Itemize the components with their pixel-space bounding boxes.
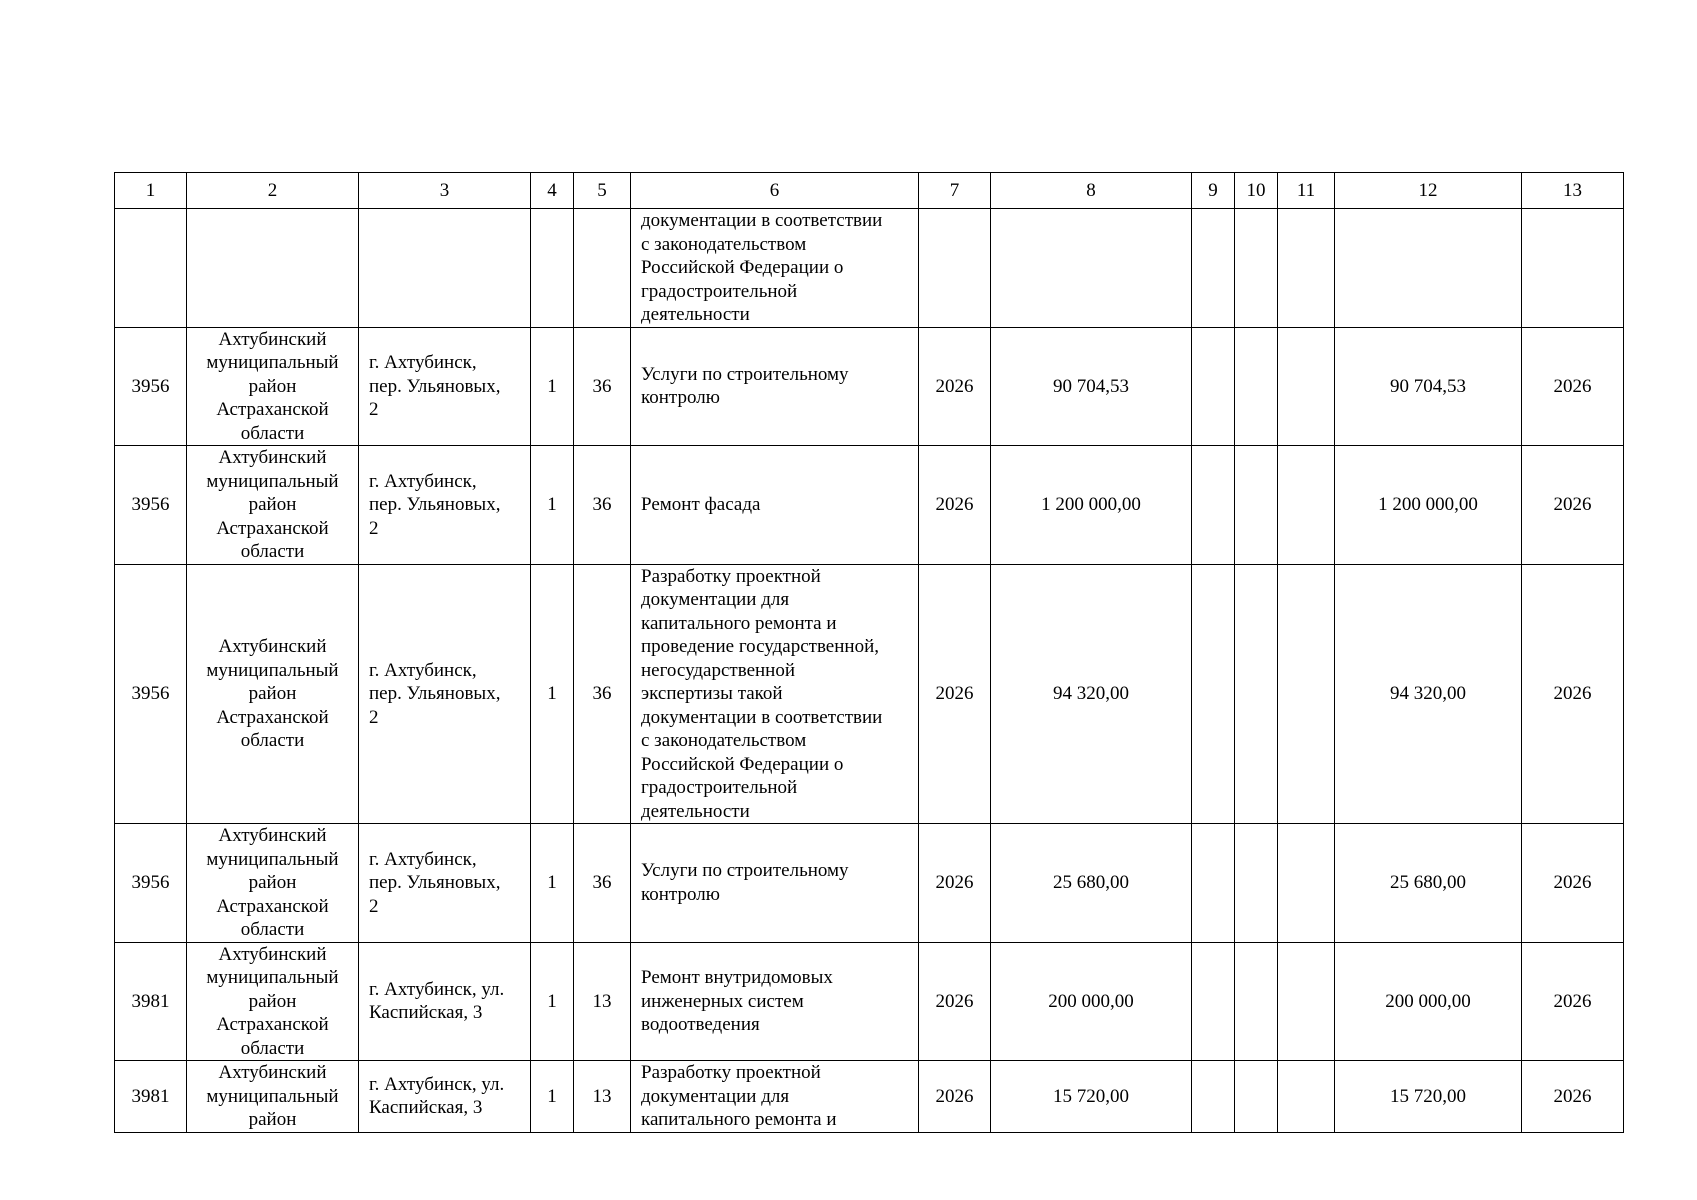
cell-col9 — [1192, 824, 1235, 943]
column-header — [919, 173, 991, 209]
cell-col9 — [1192, 942, 1235, 1061]
column-header-label: 1 — [145, 179, 156, 201]
column-header-label: 6 — [769, 179, 780, 201]
cell-col4: 1 — [531, 1061, 574, 1133]
cell-work-type: Ремонт внутридомовых инженерных систем водоотведения — [631, 942, 919, 1061]
cell-work-type: Услуги по строительному контролю — [631, 824, 919, 943]
column-header-label: 4 — [547, 179, 557, 201]
cell-district — [187, 209, 359, 328]
cell-col4 — [531, 209, 574, 328]
cell-id: 3956 — [115, 446, 187, 565]
cell-col10 — [1235, 209, 1278, 328]
cell-district: Ахтубинский муниципальный район Астраханской области — [187, 327, 359, 446]
cell-col10 — [1235, 1061, 1278, 1133]
column-header — [574, 173, 631, 209]
table-row — [115, 564, 1624, 824]
cell-work-type: Ремонт фасада — [631, 446, 919, 565]
cell-address: г. Ахтубинск, пер. Ульяновых, 2 — [359, 446, 531, 565]
column-header-label: 5 — [597, 179, 607, 201]
cell-col9 — [1192, 327, 1235, 446]
cell-amount-total: 15 720,00 — [1335, 1061, 1522, 1133]
cell-address: г. Ахтубинск, ул. Каспийская, 3 — [359, 1061, 531, 1133]
cell-amount-total: 25 680,00 — [1335, 824, 1522, 943]
cell-col5: 36 — [574, 446, 631, 565]
cell-year: 2026 — [919, 564, 991, 824]
cell-year-final: 2026 — [1522, 446, 1624, 565]
cell-col4: 1 — [531, 327, 574, 446]
table-row — [115, 824, 1624, 943]
cell-col11 — [1278, 942, 1335, 1061]
table-row — [115, 327, 1624, 446]
cell-amount-total: 94 320,00 — [1335, 564, 1522, 824]
cell-id: 3981 — [115, 942, 187, 1061]
cell-amount: 94 320,00 — [991, 564, 1192, 824]
cell-col10 — [1235, 824, 1278, 943]
cell-col10 — [1235, 327, 1278, 446]
cell-col11 — [1278, 327, 1335, 446]
column-header-label: 10 — [1246, 179, 1266, 201]
cell-district: Ахтубинский муниципальный район Астраханской области — [187, 564, 359, 824]
cell-col5: 36 — [574, 564, 631, 824]
data-table — [114, 172, 1624, 1133]
cell-col10 — [1235, 942, 1278, 1061]
column-header-label: 2 — [267, 179, 278, 201]
table-header-row — [115, 173, 1624, 209]
cell-col4: 1 — [531, 446, 574, 565]
cell-year: 2026 — [919, 446, 991, 565]
cell-col9 — [1192, 446, 1235, 565]
cell-amount-total: 90 704,53 — [1335, 327, 1522, 446]
cell-col5 — [574, 209, 631, 328]
cell-district: Ахтубинский муниципальный район — [187, 1061, 359, 1133]
cell-year: 2026 — [919, 942, 991, 1061]
column-header — [187, 173, 359, 209]
cell-work-type: документации в соответствии с законодательством Российской Федерации о градостроительной деятельности — [631, 209, 919, 328]
cell-district: Ахтубинский муниципальный район Астраханской области — [187, 942, 359, 1061]
table-row — [115, 1061, 1624, 1133]
column-header-label: 12 — [1418, 179, 1438, 201]
cell-col9 — [1192, 1061, 1235, 1133]
cell-amount — [991, 209, 1192, 328]
column-header-label: 7 — [949, 179, 960, 201]
cell-amount-total — [1335, 209, 1522, 328]
cell-col11 — [1278, 209, 1335, 328]
column-header — [631, 173, 919, 209]
cell-col11 — [1278, 824, 1335, 943]
column-header — [115, 173, 187, 209]
cell-year-final: 2026 — [1522, 327, 1624, 446]
cell-work-type: Услуги по строительному контролю — [631, 327, 919, 446]
cell-work-type: Разработку проектной документации для капитального ремонта и проведение государственной, негосударственной экспертизы такой документации в соответствии с законодательством Российской Федерации о градостроительной деятельности — [631, 564, 919, 824]
table-row — [115, 446, 1624, 565]
cell-amount-total: 1 200 000,00 — [1335, 446, 1522, 565]
cell-id: 3981 — [115, 1061, 187, 1133]
cell-id: 3956 — [115, 824, 187, 943]
cell-district: Ахтубинский муниципальный район Астраханской области — [187, 824, 359, 943]
cell-year-final: 2026 — [1522, 942, 1624, 1061]
cell-col5: 13 — [574, 942, 631, 1061]
cell-work-type: Разработку проектной документации для капитального ремонта и — [631, 1061, 919, 1133]
column-header — [1278, 173, 1335, 209]
cell-amount: 200 000,00 — [991, 942, 1192, 1061]
column-header-label: 8 — [1086, 179, 1096, 201]
cell-col11 — [1278, 446, 1335, 565]
cell-address: г. Ахтубинск, пер. Ульяновых, 2 — [359, 327, 531, 446]
cell-amount: 25 680,00 — [991, 824, 1192, 943]
cell-year-final: 2026 — [1522, 824, 1624, 943]
cell-id: 3956 — [115, 327, 187, 446]
cell-amount: 15 720,00 — [991, 1061, 1192, 1133]
column-header — [359, 173, 531, 209]
cell-col4: 1 — [531, 942, 574, 1061]
cell-col5: 36 — [574, 327, 631, 446]
cell-year-final — [1522, 209, 1624, 328]
cell-year-final: 2026 — [1522, 1061, 1624, 1133]
cell-address — [359, 209, 531, 328]
table-row — [115, 209, 1624, 328]
cell-col9 — [1192, 564, 1235, 824]
cell-address: г. Ахтубинск, ул. Каспийская, 3 — [359, 942, 531, 1061]
cell-col4: 1 — [531, 564, 574, 824]
column-header — [1335, 173, 1522, 209]
column-header — [1522, 173, 1624, 209]
cell-amount: 1 200 000,00 — [991, 446, 1192, 565]
cell-year-final: 2026 — [1522, 564, 1624, 824]
cell-address: г. Ахтубинск, пер. Ульяновых, 2 — [359, 824, 531, 943]
column-header — [991, 173, 1192, 209]
column-header — [1235, 173, 1278, 209]
cell-id — [115, 209, 187, 328]
column-header — [531, 173, 574, 209]
cell-col5: 13 — [574, 1061, 631, 1133]
cell-id: 3956 — [115, 564, 187, 824]
column-header-label: 9 — [1208, 179, 1218, 201]
cell-amount-total: 200 000,00 — [1335, 942, 1522, 1061]
cell-year: 2026 — [919, 1061, 991, 1133]
column-header-label: 11 — [1296, 179, 1316, 201]
column-header-label: 3 — [439, 179, 450, 201]
column-header — [1192, 173, 1235, 209]
cell-year: 2026 — [919, 824, 991, 943]
cell-year — [919, 209, 991, 328]
cell-district: Ахтубинский муниципальный район Астраханской области — [187, 446, 359, 565]
cell-col10 — [1235, 446, 1278, 565]
table-row — [115, 942, 1624, 1061]
cell-amount: 90 704,53 — [991, 327, 1192, 446]
cell-address: г. Ахтубинск, пер. Ульяновых, 2 — [359, 564, 531, 824]
cell-col11 — [1278, 1061, 1335, 1133]
cell-col10 — [1235, 564, 1278, 824]
cell-col11 — [1278, 564, 1335, 824]
cell-year: 2026 — [919, 327, 991, 446]
column-header-label: 13 — [1563, 179, 1582, 201]
cell-col4: 1 — [531, 824, 574, 943]
cell-col5: 36 — [574, 824, 631, 943]
cell-col9 — [1192, 209, 1235, 328]
